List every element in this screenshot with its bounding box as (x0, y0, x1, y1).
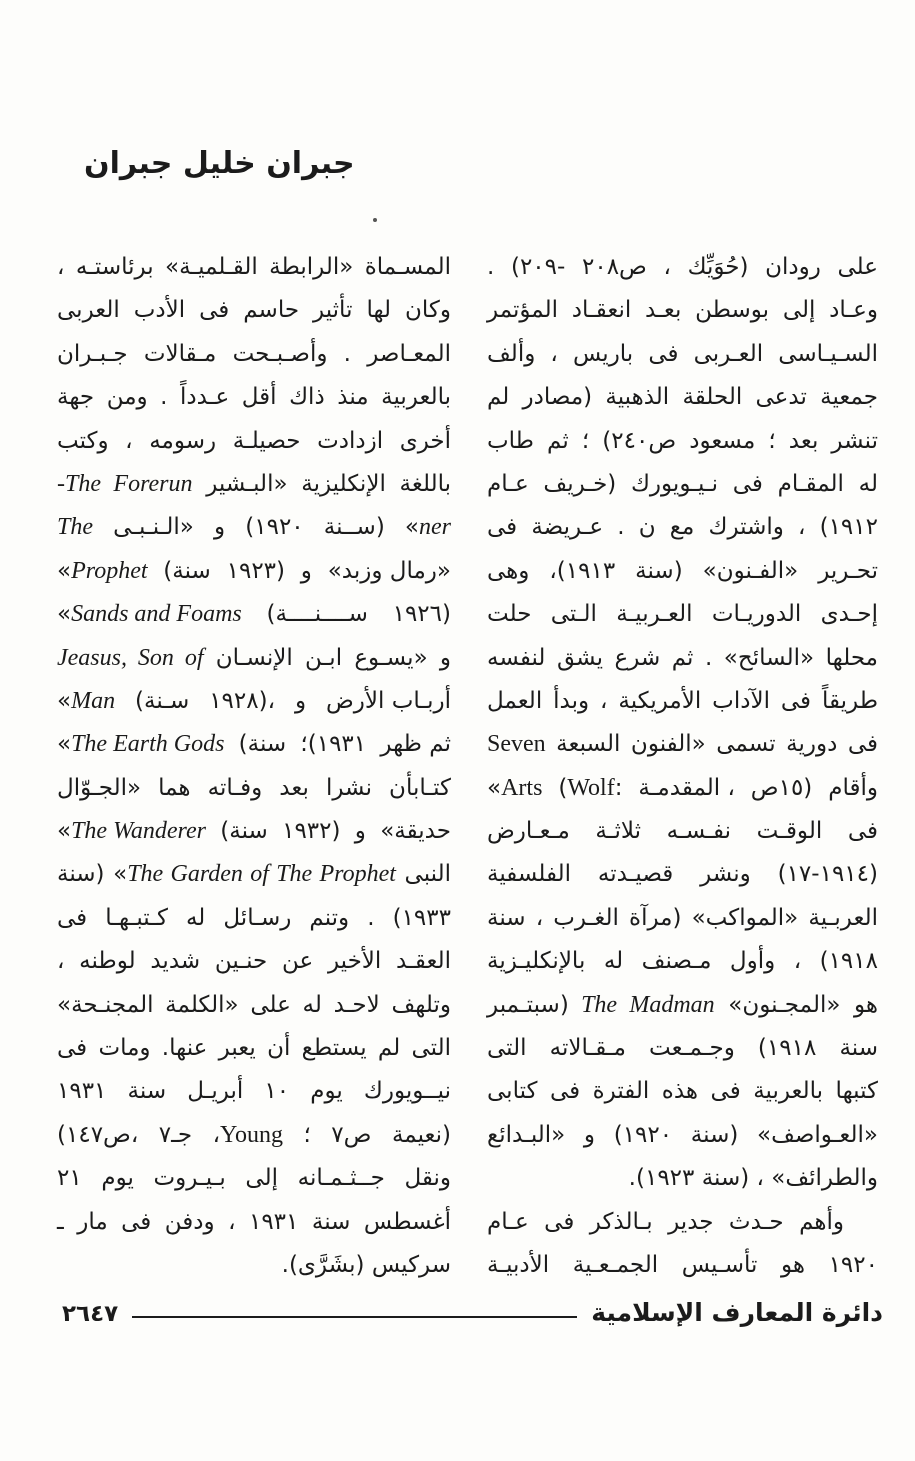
text-line (57, 723, 451, 766)
text-line: ١٩١٨) ، وأول مـصنف له بالإنكليـزية (487, 948, 878, 975)
text-fragment: (سنة (163, 557, 211, 584)
text-fragment: ١٩٢٦) (392, 601, 451, 628)
text-line: ١٩٣٣) . وتنم رسـائل له كـتبـهـا فى (57, 904, 451, 931)
text-line: (نعيمة ص٧ ؛ Young، جـ٧ ،ص١٤٧) (57, 1121, 452, 1148)
latin-text: The Garden of The Prophet (127, 861, 396, 888)
text-fragment: ١٩٣٢) (282, 818, 341, 845)
text-fragment: ثم ظهر (380, 731, 451, 758)
latin-text: The Madman (568, 991, 715, 1018)
text-line: سركيس (بشَرَّى). (281, 1251, 451, 1278)
latin-text: Prophet (71, 557, 148, 584)
text-line: أخرى ازدادت حصيلـة رسومه ، وكتب (57, 427, 451, 454)
text-fragment: Man» (57, 687, 116, 714)
text-line: المسـماة «الرابطة القـلميـة» برئاستـه ، (57, 254, 451, 280)
text-fragment: (ســــنــــة (266, 601, 368, 628)
latin-text: Young (220, 1121, 283, 1148)
text-line: والطرائف» ، (سنة ١٩٢٣). (628, 1165, 878, 1192)
text-line: ١٩١٢) ، واشترك مع ن . عـريضة فى (487, 514, 878, 541)
text-line: كتبها بالعربية فى هذه الفترة فى كتابى (487, 1078, 878, 1105)
text-line: تحـرير «الفـنون» (سنة ١٩١٣)، وهى (487, 557, 878, 584)
text-line: النبى The Garden of The Prophet» (سنة (57, 861, 451, 888)
text-line: باللغة الإنكليزية «البـشير The Forerun- (57, 470, 451, 497)
text-fragment: Prophet» (57, 557, 148, 584)
footer-page-number: ٢٦٤٧ (62, 1301, 119, 1327)
text-line (487, 767, 878, 810)
text-line: و «يسـوع ابـن الإنسـان Jeasus, Son of (57, 644, 452, 671)
text-fragment: و (354, 818, 366, 845)
latin-text: Man (71, 687, 116, 714)
latin-text: Seven (487, 731, 546, 758)
text-fragment: ص١٥) (750, 774, 813, 801)
text-fragment: «رمال وزبد» (327, 557, 451, 584)
text-fragment: (Wolf: (558, 774, 623, 801)
text-line: بالعربية منذ ذاك أقل عـدداً . ومن جهة (57, 384, 451, 411)
text-fragment: وأقام (828, 774, 878, 801)
text-line: وتلهف لاحـد له على «الكلمة المجنـحة» (57, 991, 451, 1018)
text-column-left (57, 246, 451, 1287)
text-line: تنشر بعد ؛ مسعود ص٢٤٠) ؛ ثم طاب (487, 427, 878, 454)
text-fragment: (سنة (220, 818, 268, 845)
text-fragment: Arts» (487, 774, 543, 801)
text-fragment: المقدمـة ، (638, 774, 735, 801)
footer-rule (132, 1316, 577, 1318)
latin-text: Sands and Foams (71, 601, 242, 628)
text-fragment: The Earth Gods» (57, 731, 225, 758)
text-fragment: (سنة (238, 731, 287, 758)
text-fragment: Sands and Foams» (57, 601, 242, 628)
text-line: جمعية تدعى الحلقة الذهبية (مصادر لم (487, 384, 878, 411)
text-line: محلها «السائح» . ثم شرع يشق لنفسه (487, 644, 878, 671)
text-line: إحـدى الدوريـات العـربيـة الـتى حلت (487, 601, 878, 628)
text-column-right (487, 246, 878, 1287)
text-line: ونقل جــثـمـانه إلى بـيـروت يوم ٢١ (57, 1165, 451, 1192)
text-line: فى الوقـت نفـسـه ثلاثـة مـعـارض (487, 818, 878, 845)
footer-publication-title: دائرة المعارف الإسلامية (591, 1298, 883, 1327)
text-line: على رودان (حُوَيِّك ، ص٢٠٨ -٢٠٩) . (487, 254, 878, 280)
text-line: نيــويورك يوم ١٠ أبريـل سنة ١٩٣١ (57, 1078, 451, 1105)
latin-text: Arts (501, 774, 543, 801)
text-line (57, 680, 451, 723)
text-line: ١٩٢٠ هو تأسـيس الجمـعـية الأدبيـة (487, 1251, 878, 1278)
text-line: له المقـام فى نـيـويورك (خـريف عـام (487, 470, 878, 497)
text-line: طريقاً فى الآداب الأمريكية ، وبدأ العمل (487, 687, 878, 714)
text-line (57, 550, 451, 593)
text-line: سنة ١٩١٨) وجـمـعت مـقـالاته التى (487, 1035, 879, 1062)
page-footer (62, 1298, 883, 1327)
text-fragment: و (294, 687, 307, 714)
text-line: وأهم حـدث جدير بـالذكر فى عـام (487, 1208, 844, 1235)
latin-text: Wolf (567, 774, 615, 801)
latin-text: The Forerun- (57, 470, 193, 497)
latin-text: The Wanderer (71, 818, 206, 845)
text-line: فى دورية تسمى «الفنون السبعة Seven (487, 731, 878, 758)
text-fragment: «حديقة (380, 818, 451, 845)
entry-title: جبران خليل جبران (84, 146, 355, 181)
text-fragment: ١٩٢٨)، (209, 687, 276, 714)
text-line: وكان لها تأثير حاسم فى الأدب العربى (57, 297, 451, 324)
text-fragment: و (300, 557, 312, 584)
text-line: المعـاصر . وأصـبـحت مـقالات جـبـران (57, 340, 451, 367)
text-fragment: ١٩٢٣) (226, 557, 286, 584)
text-line: العقـد الأخير عن حنـين شديد لوطنه ، (57, 948, 451, 975)
text-line: (١٩١٤-١٧) ونشر قصيـدته الفلسفية (487, 861, 878, 888)
text-line: السـيـاسى العـربى فى باريس ، وألف (487, 340, 878, 367)
text-fragment: أربـاب الأرض (325, 687, 451, 714)
text-line: التى لم يستطع أن يعبر عنها. ومات فى (57, 1035, 451, 1062)
text-fragment: The Wanderer» (57, 818, 206, 845)
text-line (57, 593, 451, 636)
text-line: ner» (ســنة ١٩٢٠) و «الـنـبـى The (57, 514, 451, 541)
text-line: «العـواصف» (سنة ١٩٢٠) و «البـدائع (487, 1121, 878, 1148)
text-line: وعـاد إلى بوسطن بعـد انعقـاد المؤتمر (487, 297, 878, 324)
scan-speck (373, 218, 377, 222)
text-fragment: (سـنة (135, 687, 190, 714)
latin-text: The Earth Gods (71, 731, 225, 758)
latin-text: Jeasus, Son of (57, 644, 204, 671)
text-line: العربـية «المواكب» (مرآة الغـرب ، سنة (487, 904, 878, 931)
text-line: كتـابأن نشرا بعد وفـاته هما «الجـوّال (57, 774, 451, 801)
text-line: أغسطس سنة ١٩٣١ ، ودفن فى مار ـ (57, 1208, 451, 1235)
latin-text: ner (419, 514, 451, 541)
text-line (57, 810, 451, 853)
text-line: هو «المجـنون» The Madman (سبتـمبر (487, 991, 879, 1018)
text-fragment: ١٩٣١)؛ (300, 731, 367, 758)
latin-text: The (57, 514, 93, 541)
